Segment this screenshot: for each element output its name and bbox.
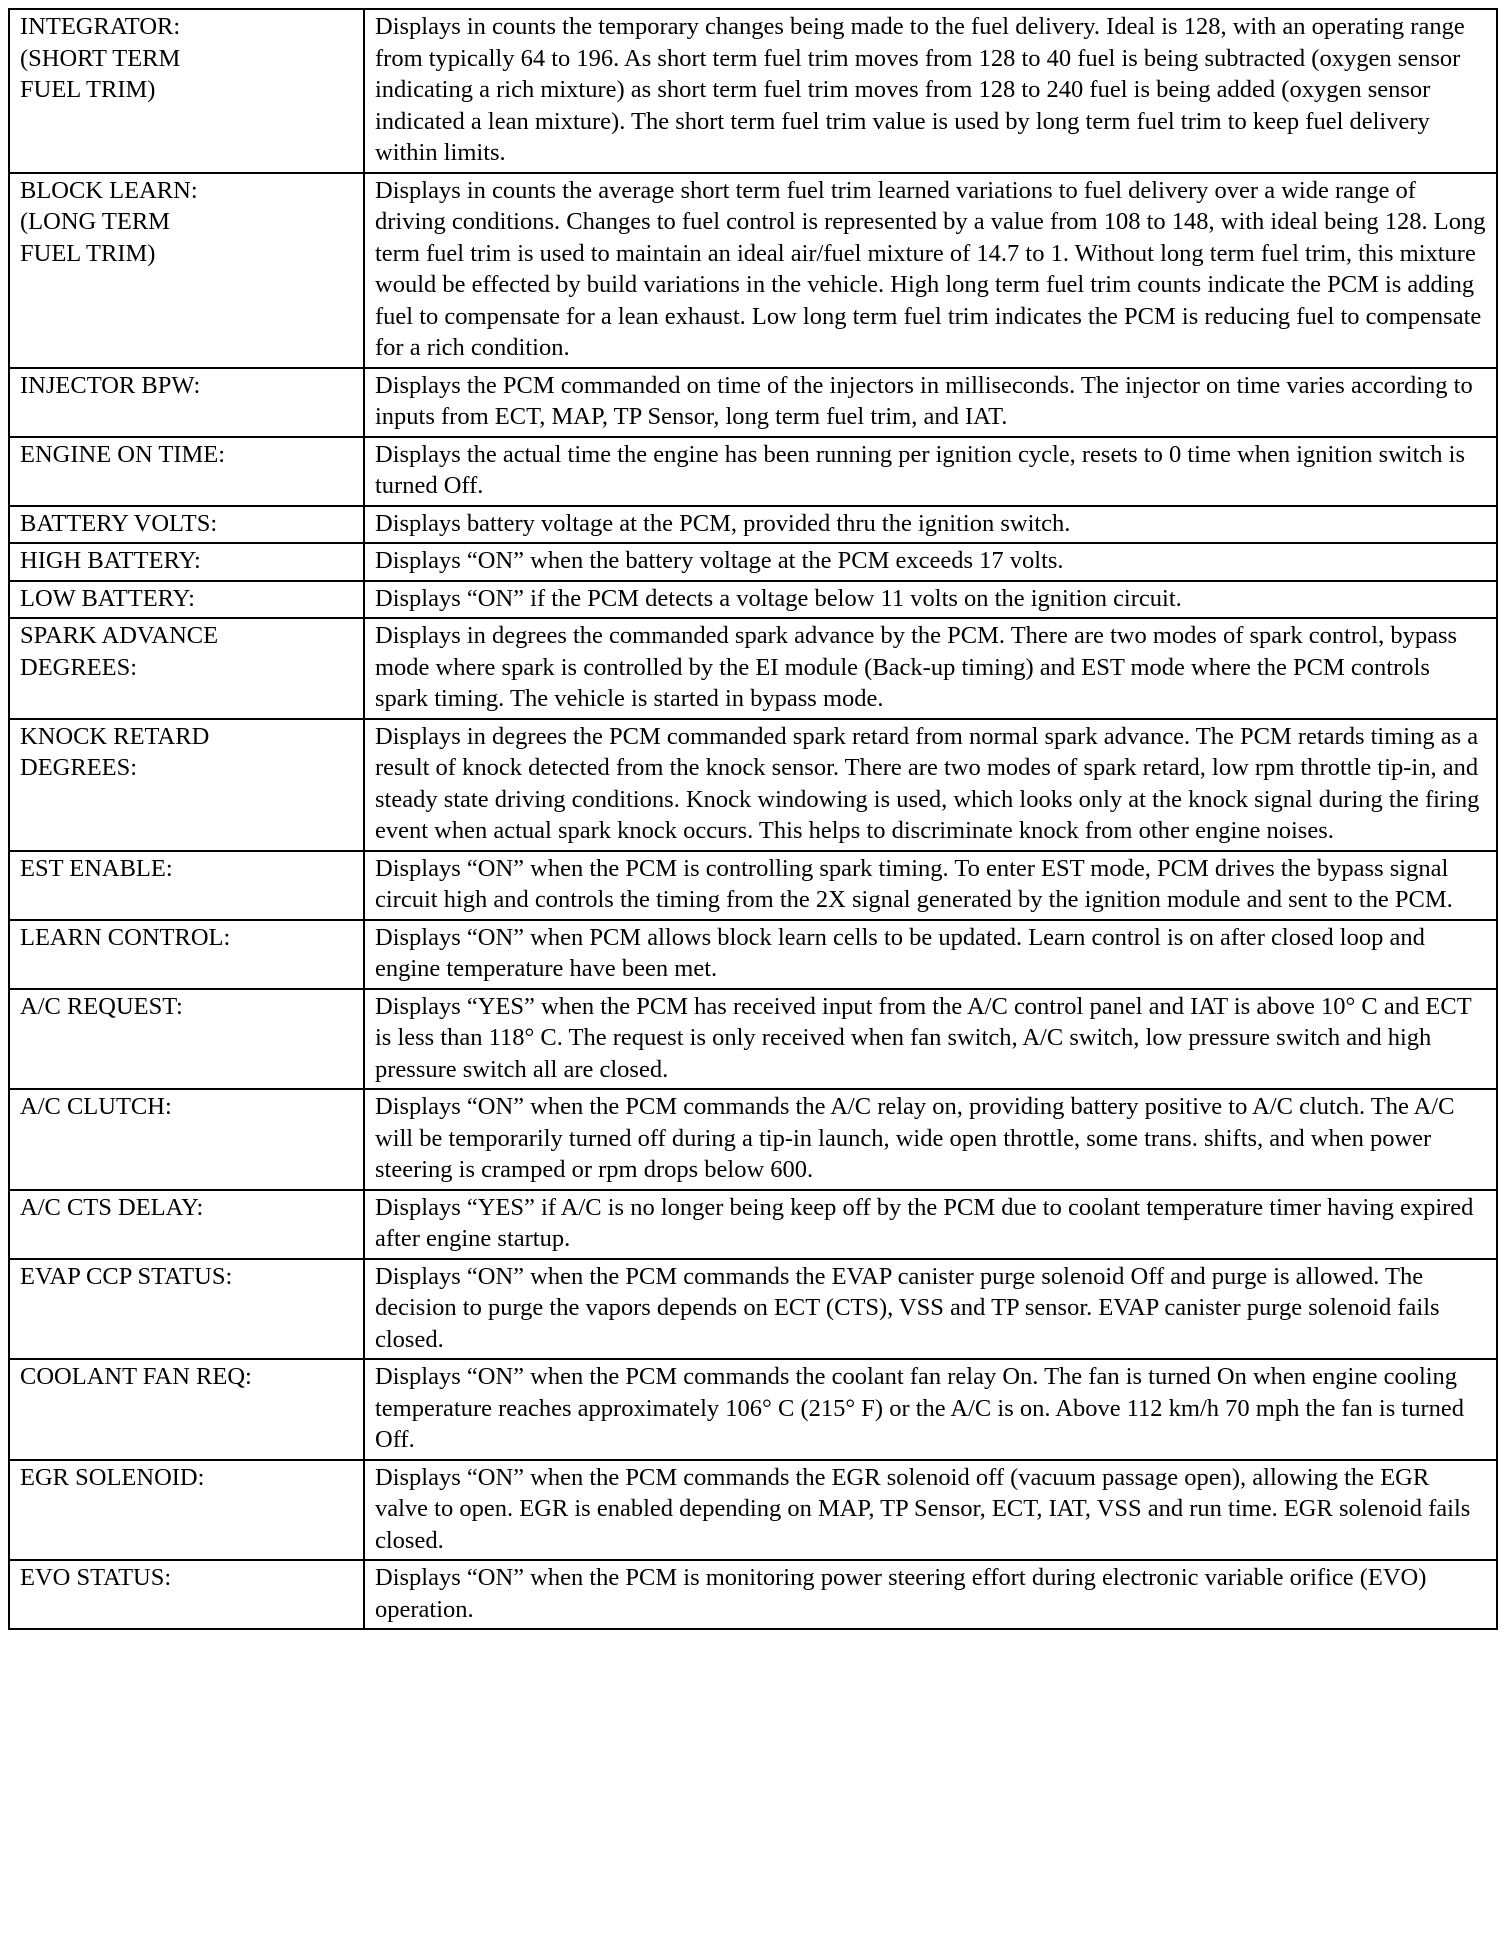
table-row — [9, 1089, 1497, 1190]
parameter-description: Displays battery voltage at the PCM, provided thru the ignition switch. — [364, 506, 1497, 544]
parameter-label: EST ENABLE: — [9, 851, 364, 920]
table-row — [9, 581, 1497, 619]
parameter-label: BLOCK LEARN: (LONG TERM FUEL TRIM) — [9, 173, 364, 368]
table-row — [9, 920, 1497, 989]
table-row — [9, 506, 1497, 544]
parameter-label: LEARN CONTROL: — [9, 920, 364, 989]
parameter-description: Displays “ON” when the PCM commands the EGR solenoid off (vacuum passage open), allowing the EGR valve to open. EGR is enabled depending on MAP, TP Sensor, ECT, IAT, VSS and run time. EGR solenoid fails closed. — [364, 1460, 1497, 1561]
parameter-label: EGR SOLENOID: — [9, 1460, 364, 1561]
table-body — [9, 9, 1497, 1629]
table-row — [9, 1259, 1497, 1360]
parameter-description: Displays “ON” when the PCM is controlling spark timing. To enter EST mode, PCM drives the bypass signal circuit high and controls the timing from the 2X signal generated by the ignition module and sent to the PCM. — [364, 851, 1497, 920]
parameter-description: Displays in counts the average short term fuel trim learned variations to fuel delivery over a wide range of driving conditions. Changes to fuel control is represented by a value from 108 to 148, with ideal being 128. Long term fuel trim is used to maintain an ideal air/fuel mixture of 14.7 to 1. Without long term fuel trim, this mixture would be effected by build variations in the vehicle. High long term fuel trim counts indicate the PCM is adding fuel to compensate for a lean exhaust. Low long term fuel trim indicates the PCM is reducing fuel to compensate for a rich condition. — [364, 173, 1497, 368]
parameter-description: Displays the actual time the engine has been running per ignition cycle, resets to 0 time when ignition switch is turned Off. — [364, 437, 1497, 506]
parameter-label: A/C REQUEST: — [9, 989, 364, 1090]
table-row — [9, 618, 1497, 719]
parameter-label: ENGINE ON TIME: — [9, 437, 364, 506]
parameter-description: Displays “ON” when the PCM is monitoring power steering effort during electronic variable orifice (EVO) operation. — [364, 1560, 1497, 1629]
table-row — [9, 543, 1497, 581]
parameter-label: EVAP CCP STATUS: — [9, 1259, 364, 1360]
parameter-description: Displays “ON” if the PCM detects a voltage below 11 volts on the ignition circuit. — [364, 581, 1497, 619]
parameter-description-table — [8, 8, 1498, 1630]
parameter-description: Displays “YES” if A/C is no longer being keep off by the PCM due to coolant temperature timer having expired after engine startup. — [364, 1190, 1497, 1259]
table-row — [9, 173, 1497, 368]
table-row — [9, 719, 1497, 851]
table-row — [9, 1359, 1497, 1460]
parameter-label: COOLANT FAN REQ: — [9, 1359, 364, 1460]
table-row — [9, 368, 1497, 437]
parameter-label: KNOCK RETARD DEGREES: — [9, 719, 364, 851]
parameter-label: EVO STATUS: — [9, 1560, 364, 1629]
parameter-description: Displays in degrees the PCM commanded spark retard from normal spark advance. The PCM retards timing as a result of knock detected from the knock sensor. There are two modes of spark retard, low rpm throttle tip-in, and steady state driving conditions. Knock windowing is used, which looks only at the knock signal during the firing event when actual spark knock occurs. This helps to discriminate knock from other engine noises. — [364, 719, 1497, 851]
parameter-label: BATTERY VOLTS: — [9, 506, 364, 544]
table-row — [9, 851, 1497, 920]
table-row — [9, 989, 1497, 1090]
parameter-description: Displays in counts the temporary changes being made to the fuel delivery. Ideal is 128, with an operating range from typically 64 to 196. As short term fuel trim moves from 128 to 40 fuel is being subtracted (oxygen sensor indicating a rich mixture) as short term fuel trim moves from 128 to 240 fuel is being added (oxygen sensor indicated a lean mixture). The short term fuel trim value is used by long term fuel trim to keep fuel delivery within limits. — [364, 9, 1497, 173]
parameter-description: Displays “ON” when the PCM commands the coolant fan relay On. The fan is turned On when engine cooling temperature reaches approximately 106° C (215° F) or the A/C is on. Above 112 km/h 70 mph the fan is turned Off. — [364, 1359, 1497, 1460]
parameter-description: Displays the PCM commanded on time of the injectors in milliseconds. The injector on time varies according to inputs from ECT, MAP, TP Sensor, long term fuel trim, and IAT. — [364, 368, 1497, 437]
table-row — [9, 1190, 1497, 1259]
parameter-label: A/C CLUTCH: — [9, 1089, 364, 1190]
table-row — [9, 1460, 1497, 1561]
parameter-description: Displays “ON” when the PCM commands the A/C relay on, providing battery positive to A/C clutch. The A/C will be temporarily turned off during a tip-in launch, wide open throttle, some trans. shifts, and when power steering is cramped or rpm drops below 600. — [364, 1089, 1497, 1190]
parameter-description: Displays “ON” when the PCM commands the EVAP canister purge solenoid Off and purge is allowed. The decision to purge the vapors depends on ECT (CTS), VSS and TP sensor. EVAP canister purge solenoid fails closed. — [364, 1259, 1497, 1360]
parameter-label: HIGH BATTERY: — [9, 543, 364, 581]
parameter-description: Displays “ON” when the battery voltage at the PCM exceeds 17 volts. — [364, 543, 1497, 581]
parameter-label: INTEGRATOR: (SHORT TERM FUEL TRIM) — [9, 9, 364, 173]
table-row — [9, 1560, 1497, 1629]
parameter-description: Displays “YES” when the PCM has received input from the A/C control panel and IAT is above 10° C and ECT is less than 118° C. The request is only received when fan switch, A/C switch, low pressure switch and high pressure switch all are closed. — [364, 989, 1497, 1090]
parameter-label: A/C CTS DELAY: — [9, 1190, 364, 1259]
parameter-label: SPARK ADVANCE DEGREES: — [9, 618, 364, 719]
parameter-description: Displays in degrees the commanded spark advance by the PCM. There are two modes of spark control, bypass mode where spark is controlled by the EI module (Back-up timing) and EST mode where the PCM controls spark timing. The vehicle is started in bypass mode. — [364, 618, 1497, 719]
parameter-description: Displays “ON” when PCM allows block learn cells to be updated. Learn control is on after closed loop and engine temperature have been met. — [364, 920, 1497, 989]
parameter-label: LOW BATTERY: — [9, 581, 364, 619]
parameter-label: INJECTOR BPW: — [9, 368, 364, 437]
table-row — [9, 9, 1497, 173]
table-row — [9, 437, 1497, 506]
